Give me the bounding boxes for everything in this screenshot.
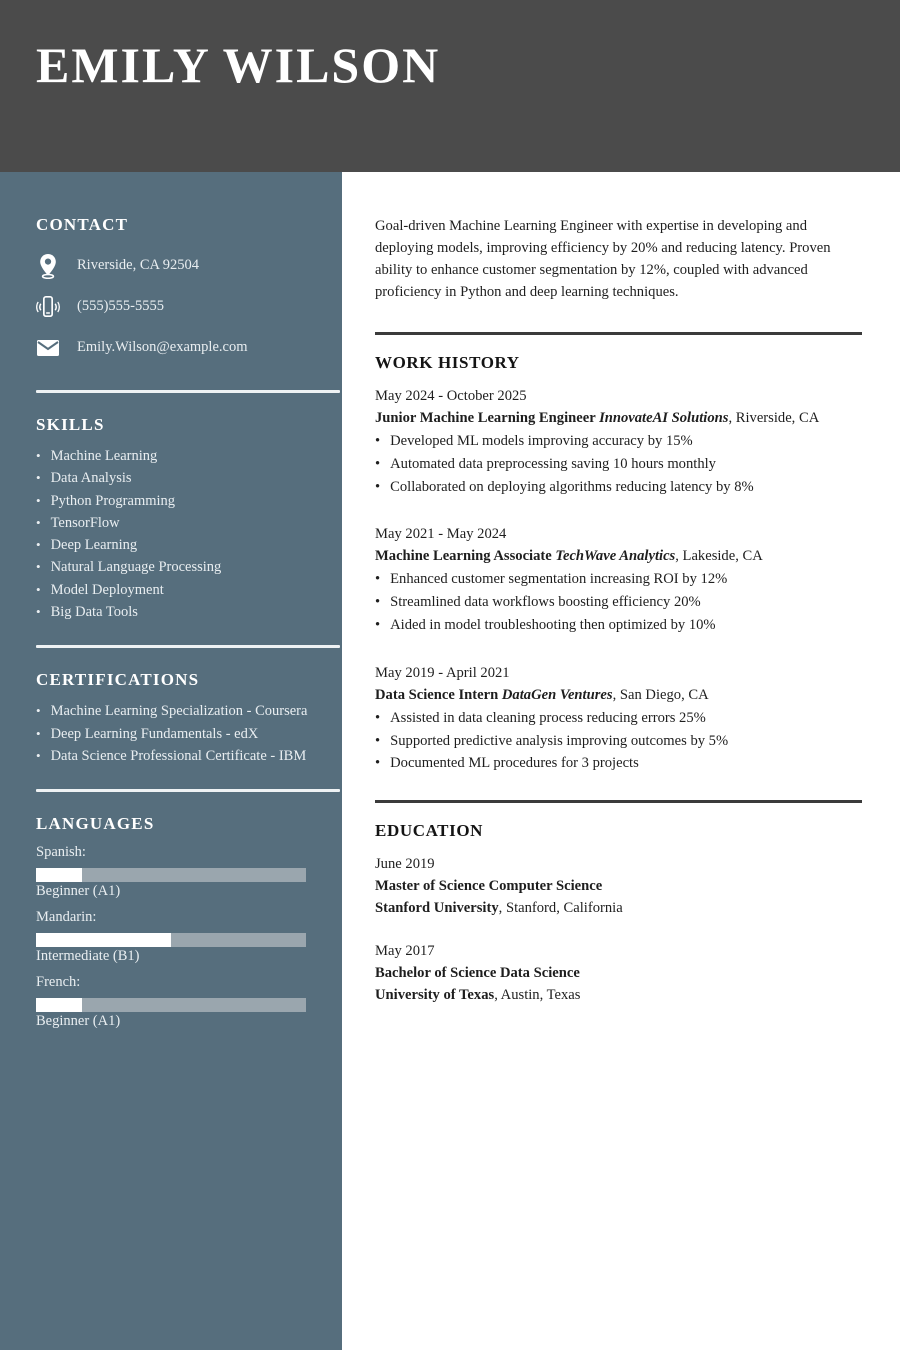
language-level-label: Intermediate (B1) <box>36 948 140 965</box>
sidebar-divider <box>36 390 340 393</box>
bullet-icon: • <box>36 559 41 575</box>
list-item-label: Data Analysis <box>50 470 132 487</box>
list-item <box>36 534 342 556</box>
language-item <box>36 974 342 1030</box>
bullet-icon: • <box>36 537 41 553</box>
job-dates: May 2024 - October 2025 <box>375 388 527 404</box>
bullet-icon: • <box>36 492 41 508</box>
list-item <box>375 591 862 614</box>
languages-list <box>36 844 342 1030</box>
jobs-list <box>375 385 862 775</box>
list-item <box>36 723 328 745</box>
contact-email-text: Emily.Wilson@example.com <box>77 339 248 355</box>
location-pin-icon <box>36 253 60 279</box>
list-item-label: Automated data preprocessing saving 10 hours monthly <box>390 455 716 472</box>
contact-email-row <box>36 327 342 368</box>
sidebar <box>0 172 342 1350</box>
job-entry <box>375 523 862 636</box>
job-bullets <box>375 568 862 636</box>
list-item <box>36 601 342 623</box>
education-list <box>375 853 862 1006</box>
language-name: Mandarin: <box>36 909 97 926</box>
job-title: Data Science Intern <box>375 686 502 703</box>
job-bullets <box>375 707 862 775</box>
contact-phone-row <box>36 286 342 327</box>
education-school-line <box>375 984 862 1006</box>
bullet-icon: • <box>375 616 381 633</box>
bullet-icon: • <box>375 732 381 749</box>
language-progress-fill <box>36 868 82 882</box>
education-school: University of Texas <box>375 987 495 1004</box>
languages-section-title: LANGUAGES <box>36 814 155 834</box>
job-location: , Lakeside, CA <box>675 548 763 565</box>
job-dates: May 2021 - May 2024 <box>375 526 507 543</box>
language-level-label: Beginner (A1) <box>36 883 121 900</box>
list-item <box>375 453 862 476</box>
bullet-icon: • <box>36 747 41 763</box>
job-title-line <box>375 545 862 567</box>
education-school-location: , Stanford, California <box>498 900 623 917</box>
list-item-label: Natural Language Processing <box>50 559 222 576</box>
contact-section-title: CONTACT <box>36 215 129 234</box>
skills-list <box>36 445 342 623</box>
list-item-label: Big Data Tools <box>50 604 138 621</box>
list-item <box>375 730 862 753</box>
education-date: May 2017 <box>375 943 435 960</box>
list-item-label: Data Science Professional Certificate - IBM <box>50 747 307 764</box>
list-item <box>375 614 862 637</box>
job-entry <box>375 662 862 775</box>
bullet-icon: • <box>36 470 41 486</box>
job-location: , San Diego, CA <box>612 686 709 703</box>
education-degree: Bachelor of Science Data Science <box>375 965 580 982</box>
bullet-icon: • <box>375 709 381 726</box>
list-item-label: Supported predictive analysis improving outcomes by 5% <box>390 732 729 749</box>
job-company: InnovateAI Solutions <box>599 410 729 426</box>
list-item <box>375 752 862 775</box>
language-progress-fill <box>36 933 171 947</box>
bullet-icon: • <box>36 725 41 741</box>
list-item <box>375 476 862 499</box>
list-item <box>375 707 862 730</box>
list-item-label: Aided in model troubleshooting then optimized by 10% <box>390 616 716 633</box>
bullet-icon: • <box>375 594 381 611</box>
list-item-label: Deep Learning <box>50 537 138 554</box>
section-rule <box>375 800 862 803</box>
main-content <box>342 172 900 1350</box>
language-name: Spanish: <box>36 844 86 861</box>
education-entry <box>375 940 862 1006</box>
bullet-icon: • <box>375 433 381 449</box>
job-title-line <box>375 684 862 706</box>
professional-summary: Goal-driven Machine Learning Engineer with expertise in developing and deploying models, improving efficiency by 20% and reducing latency. Proven ability to enhance customer segmentation by 12%, coupled with advanced proficiency in Python and deep learning techniques. <box>375 218 831 300</box>
education-entry <box>375 853 862 919</box>
list-item-label: Model Deployment <box>50 581 164 598</box>
job-title-line <box>375 407 862 429</box>
email-icon <box>36 339 60 357</box>
list-item <box>36 556 342 578</box>
list-item <box>36 579 342 601</box>
list-item-label: Developed ML models improving accuracy by 15% <box>390 433 693 449</box>
section-rule <box>375 332 862 335</box>
language-progress-fill <box>36 998 82 1012</box>
list-item-label: Documented ML procedures for 3 projects <box>390 755 639 772</box>
list-item-label: Enhanced customer segmentation increasing ROI by 12% <box>390 571 728 588</box>
language-item <box>36 909 342 965</box>
sidebar-divider <box>36 789 340 792</box>
list-item <box>36 445 342 467</box>
list-item-label: TensorFlow <box>50 514 120 531</box>
list-item <box>375 430 862 453</box>
list-item-label: Assisted in data cleaning process reducing errors 25% <box>390 709 706 726</box>
education-degree: Master of Science Computer Science <box>375 878 603 895</box>
list-item <box>375 568 862 591</box>
skills-section-title: SKILLS <box>36 415 105 434</box>
job-title: Machine Learning Associate <box>375 548 556 565</box>
job-company: DataGen Ventures <box>501 686 613 703</box>
job-entry <box>375 385 862 498</box>
bullet-icon: • <box>375 755 381 772</box>
language-item <box>36 844 342 900</box>
bullet-icon: • <box>36 604 41 620</box>
language-progress-track <box>36 933 306 947</box>
work-history-title: WORK HISTORY <box>375 353 520 372</box>
list-item-label: Deep Learning Fundamentals - edX <box>50 725 259 742</box>
list-item-label: Machine Learning Specialization - Coursera <box>50 703 308 720</box>
language-progress-track <box>36 998 306 1012</box>
phone-icon <box>36 294 60 320</box>
bullet-icon: • <box>36 514 41 530</box>
bullet-icon: • <box>36 581 41 597</box>
education-school-location: , Austin, Texas <box>494 987 581 1004</box>
education-date: June 2019 <box>375 856 435 873</box>
job-location: , Riverside, CA <box>728 410 820 426</box>
header-band <box>0 0 900 172</box>
list-item <box>36 467 342 489</box>
bullet-icon: • <box>36 703 41 719</box>
job-bullets <box>375 430 862 498</box>
education-school: Stanford University <box>375 900 499 917</box>
contact-location-row <box>36 245 342 286</box>
contact-location-text: Riverside, CA 92504 <box>77 257 200 273</box>
bullet-icon: • <box>375 455 381 472</box>
list-item <box>36 512 342 534</box>
language-name: French: <box>36 974 81 991</box>
language-progress-track <box>36 868 306 882</box>
list-item-label: Machine Learning <box>50 448 158 464</box>
bullet-icon: • <box>36 448 41 463</box>
list-item <box>36 490 342 512</box>
list-item-label: Python Programming <box>50 492 176 509</box>
certifications-list <box>36 700 328 767</box>
education-school-line <box>375 897 862 919</box>
list-item-label: Streamlined data workflows boosting efficiency 20% <box>390 594 701 611</box>
list-item-label: Collaborated on deploying algorithms reducing latency by 8% <box>390 478 754 495</box>
list-item <box>36 700 328 722</box>
job-title: Junior Machine Learning Engineer <box>375 410 600 426</box>
contact-phone-text: (555)555-5555 <box>77 298 164 314</box>
list-item <box>36 745 328 767</box>
education-title: EDUCATION <box>375 821 484 841</box>
certifications-section-title: CERTIFICATIONS <box>36 670 200 690</box>
person-name: EMILY WILSON <box>36 37 441 93</box>
sidebar-divider <box>36 645 340 648</box>
job-dates: May 2019 - April 2021 <box>375 664 510 681</box>
job-company: TechWave Analytics <box>555 548 676 565</box>
bullet-icon: • <box>375 571 381 588</box>
bullet-icon: • <box>375 478 381 495</box>
language-level-label: Beginner (A1) <box>36 1013 121 1030</box>
